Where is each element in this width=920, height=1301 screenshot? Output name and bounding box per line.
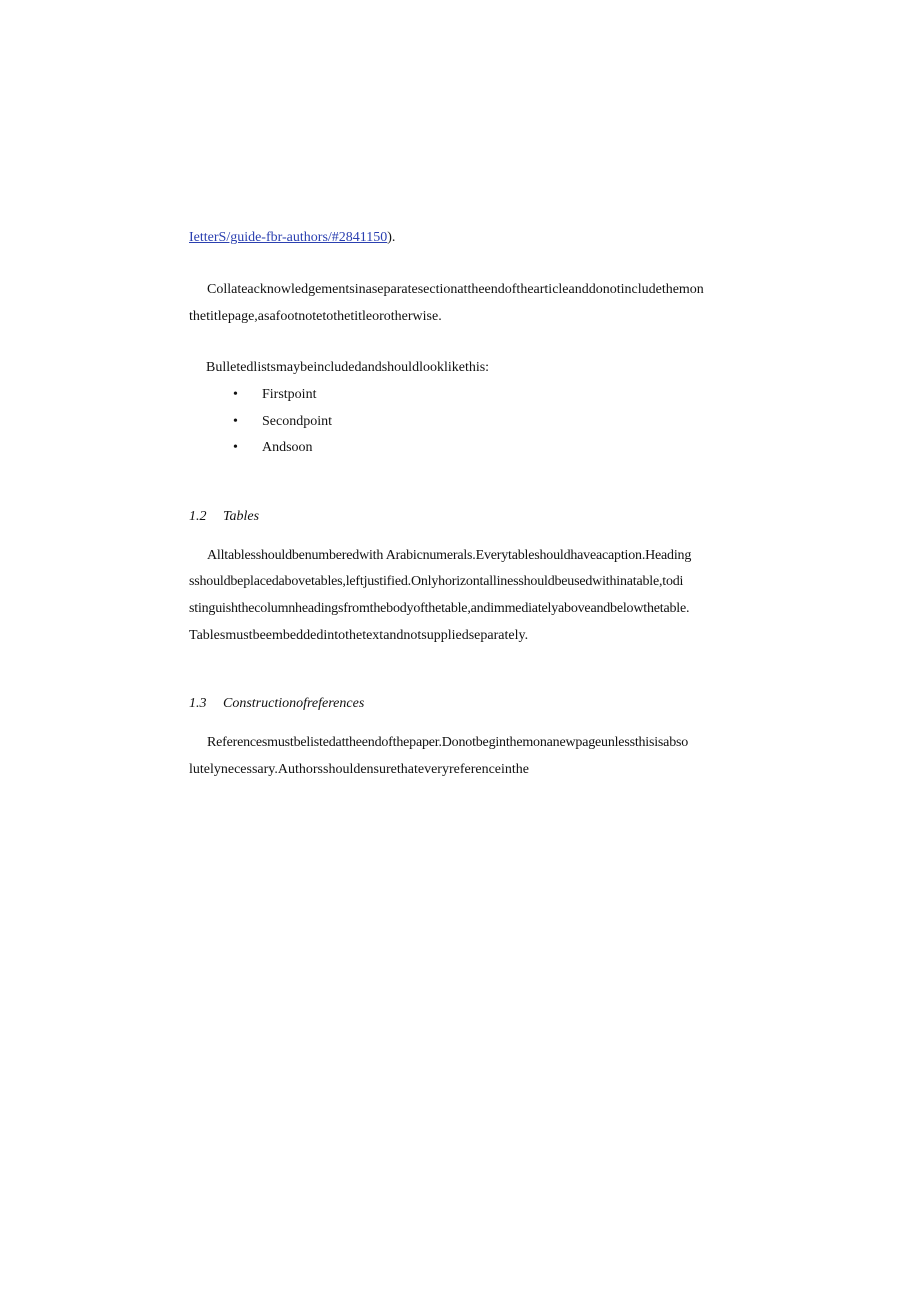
guide-for-authors-link[interactable]: IetterS/guide-fbr-authors/#2841150 bbox=[189, 230, 388, 245]
tables-paragraph-line-1: Alltablesshouldbenumberedwith Arabicnumerals.Everytableshouldhaveacaption.Heading bbox=[207, 548, 692, 563]
references-paragraph-line-1: Referencesmustbelistedattheendofthepaper.Donotbeginthemonanewpageunlessthisisabso bbox=[207, 735, 689, 750]
section-number: 1.2 bbox=[189, 509, 207, 524]
section-title: Constructionofreferences bbox=[223, 696, 365, 711]
bullets-intro: Bulletedlistsmaybeincludedandshouldlooklikethis: bbox=[206, 360, 490, 375]
acknowledgements-paragraph-line-2: thetitlepage,asafootnotetothetitleorotherwise. bbox=[189, 309, 442, 324]
tables-paragraph-line-2: sshouldbeplacedabovetables,leftjustified.Onlyhorizontallinesshouldbeusedwithinatable,todi bbox=[189, 574, 684, 589]
section-number: 1.3 bbox=[189, 696, 207, 711]
references-paragraph-line-2: lutelynecessary.Authorsshouldensurethateveryreferenceinthe bbox=[189, 762, 530, 777]
list-item bbox=[233, 413, 332, 431]
link-line bbox=[189, 229, 395, 247]
list-item bbox=[233, 439, 313, 457]
list-item-text: Andsoon bbox=[262, 440, 313, 455]
section-heading-tables bbox=[189, 508, 259, 526]
link-line-trailing: ). bbox=[387, 230, 396, 245]
bullet-marker: • bbox=[233, 387, 238, 402]
tables-paragraph-line-4: Tablesmustbeembeddedintothetextandnotsuppliedseparately. bbox=[189, 628, 529, 643]
bullet-marker: • bbox=[233, 414, 238, 429]
tables-paragraph-line-3: stinguishthecolumnheadingsfromthebodyofthetable,andimmediatelyaboveandbelowthetable. bbox=[189, 601, 690, 616]
list-item-text: Secondpoint bbox=[262, 414, 332, 429]
section-heading-references bbox=[189, 695, 364, 713]
section-title: Tables bbox=[223, 509, 260, 524]
list-item-text: Firstpoint bbox=[262, 387, 317, 402]
bullet-marker: • bbox=[233, 440, 238, 455]
list-item bbox=[233, 386, 316, 404]
acknowledgements-paragraph-line-1: Collateacknowledgementsinaseparatesectionattheendofthearticleanddonotincludethemon bbox=[207, 282, 704, 297]
